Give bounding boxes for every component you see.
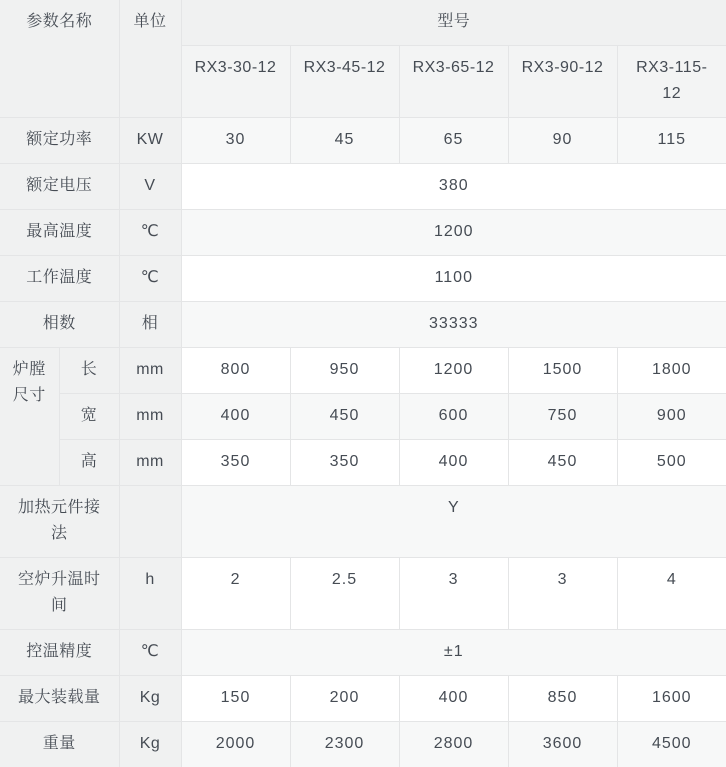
row-phases [0,302,726,348]
param-label: 控温精度 [0,630,119,676]
value-cell: 2.5 [290,558,399,630]
row-empty-furnace-heatup-time [0,558,726,630]
model-name: RX3-30-12 [181,46,290,118]
value-cell: 600 [399,394,508,440]
unit-header: 单位 [119,0,181,118]
merged-value-cell: Y [181,486,726,558]
param-label: 工作温度 [0,256,119,302]
param-sub-label: 长 [59,348,119,394]
value-cell: 1500 [508,348,617,394]
value-cell: 900 [617,394,726,440]
value-cell: 1600 [617,676,726,722]
value-cell: 150 [181,676,290,722]
model-header: 型号 [181,0,726,46]
value-cell: 2 [181,558,290,630]
header-row-top [0,0,726,46]
value-cell: 4500 [617,722,726,767]
value-cell: 2000 [181,722,290,767]
value-cell: 450 [290,394,399,440]
param-sub-label: 宽 [59,394,119,440]
merged-value-cell: 380 [181,164,726,210]
value-cell: 2300 [290,722,399,767]
value-cell: 3600 [508,722,617,767]
model-name: RX3-90-12 [508,46,617,118]
param-name-header: 参数名称 [0,0,119,118]
row-chamber-length [0,348,726,394]
value-cell: 750 [508,394,617,440]
unit-label: KW [119,118,181,164]
row-chamber-height [0,440,726,486]
value-cell: 3 [508,558,617,630]
value-cell: 1200 [399,348,508,394]
merged-value-cell: 1100 [181,256,726,302]
value-cell: 115 [617,118,726,164]
param-sub-label: 高 [59,440,119,486]
value-cell: 500 [617,440,726,486]
row-rated-voltage [0,164,726,210]
param-group-label: 炉膛尺寸 [0,348,59,486]
value-cell: 850 [508,676,617,722]
param-label: 空炉升温时间 [0,558,119,630]
value-cell: 400 [399,440,508,486]
param-label: 额定电压 [0,164,119,210]
unit-label: Kg [119,676,181,722]
unit-label: ℃ [119,256,181,302]
param-label: 加热元件接法 [0,486,119,558]
param-label: 最大装载量 [0,676,119,722]
unit-label: mm [119,440,181,486]
row-max-load [0,676,726,722]
unit-label: h [119,558,181,630]
param-label: 最高温度 [0,210,119,256]
value-cell: 3 [399,558,508,630]
value-cell: 4 [617,558,726,630]
unit-label: ℃ [119,210,181,256]
unit-label: mm [119,348,181,394]
model-name: RX3-45-12 [290,46,399,118]
param-label: 重量 [0,722,119,767]
merged-value-cell: 33333 [181,302,726,348]
merged-value-cell: 1200 [181,210,726,256]
value-cell: 350 [181,440,290,486]
value-cell: 45 [290,118,399,164]
row-rated-power [0,118,726,164]
row-working-temp [0,256,726,302]
row-chamber-width [0,394,726,440]
unit-label: Kg [119,722,181,767]
unit-label [119,486,181,558]
merged-value-cell: ±1 [181,630,726,676]
unit-label: 相 [119,302,181,348]
value-cell: 1800 [617,348,726,394]
model-name: RX3-65-12 [399,46,508,118]
row-temp-control-accuracy [0,630,726,676]
unit-label: mm [119,394,181,440]
value-cell: 30 [181,118,290,164]
param-label: 额定功率 [0,118,119,164]
value-cell: 450 [508,440,617,486]
value-cell: 350 [290,440,399,486]
row-heating-element-connection [0,486,726,558]
unit-label: V [119,164,181,210]
row-max-temp [0,210,726,256]
value-cell: 2800 [399,722,508,767]
model-name: RX3-115-12 [617,46,726,118]
value-cell: 90 [508,118,617,164]
value-cell: 400 [399,676,508,722]
param-label: 相数 [0,302,119,348]
value-cell: 950 [290,348,399,394]
unit-label: ℃ [119,630,181,676]
row-weight [0,722,726,767]
value-cell: 400 [181,394,290,440]
value-cell: 800 [181,348,290,394]
value-cell: 200 [290,676,399,722]
value-cell: 65 [399,118,508,164]
